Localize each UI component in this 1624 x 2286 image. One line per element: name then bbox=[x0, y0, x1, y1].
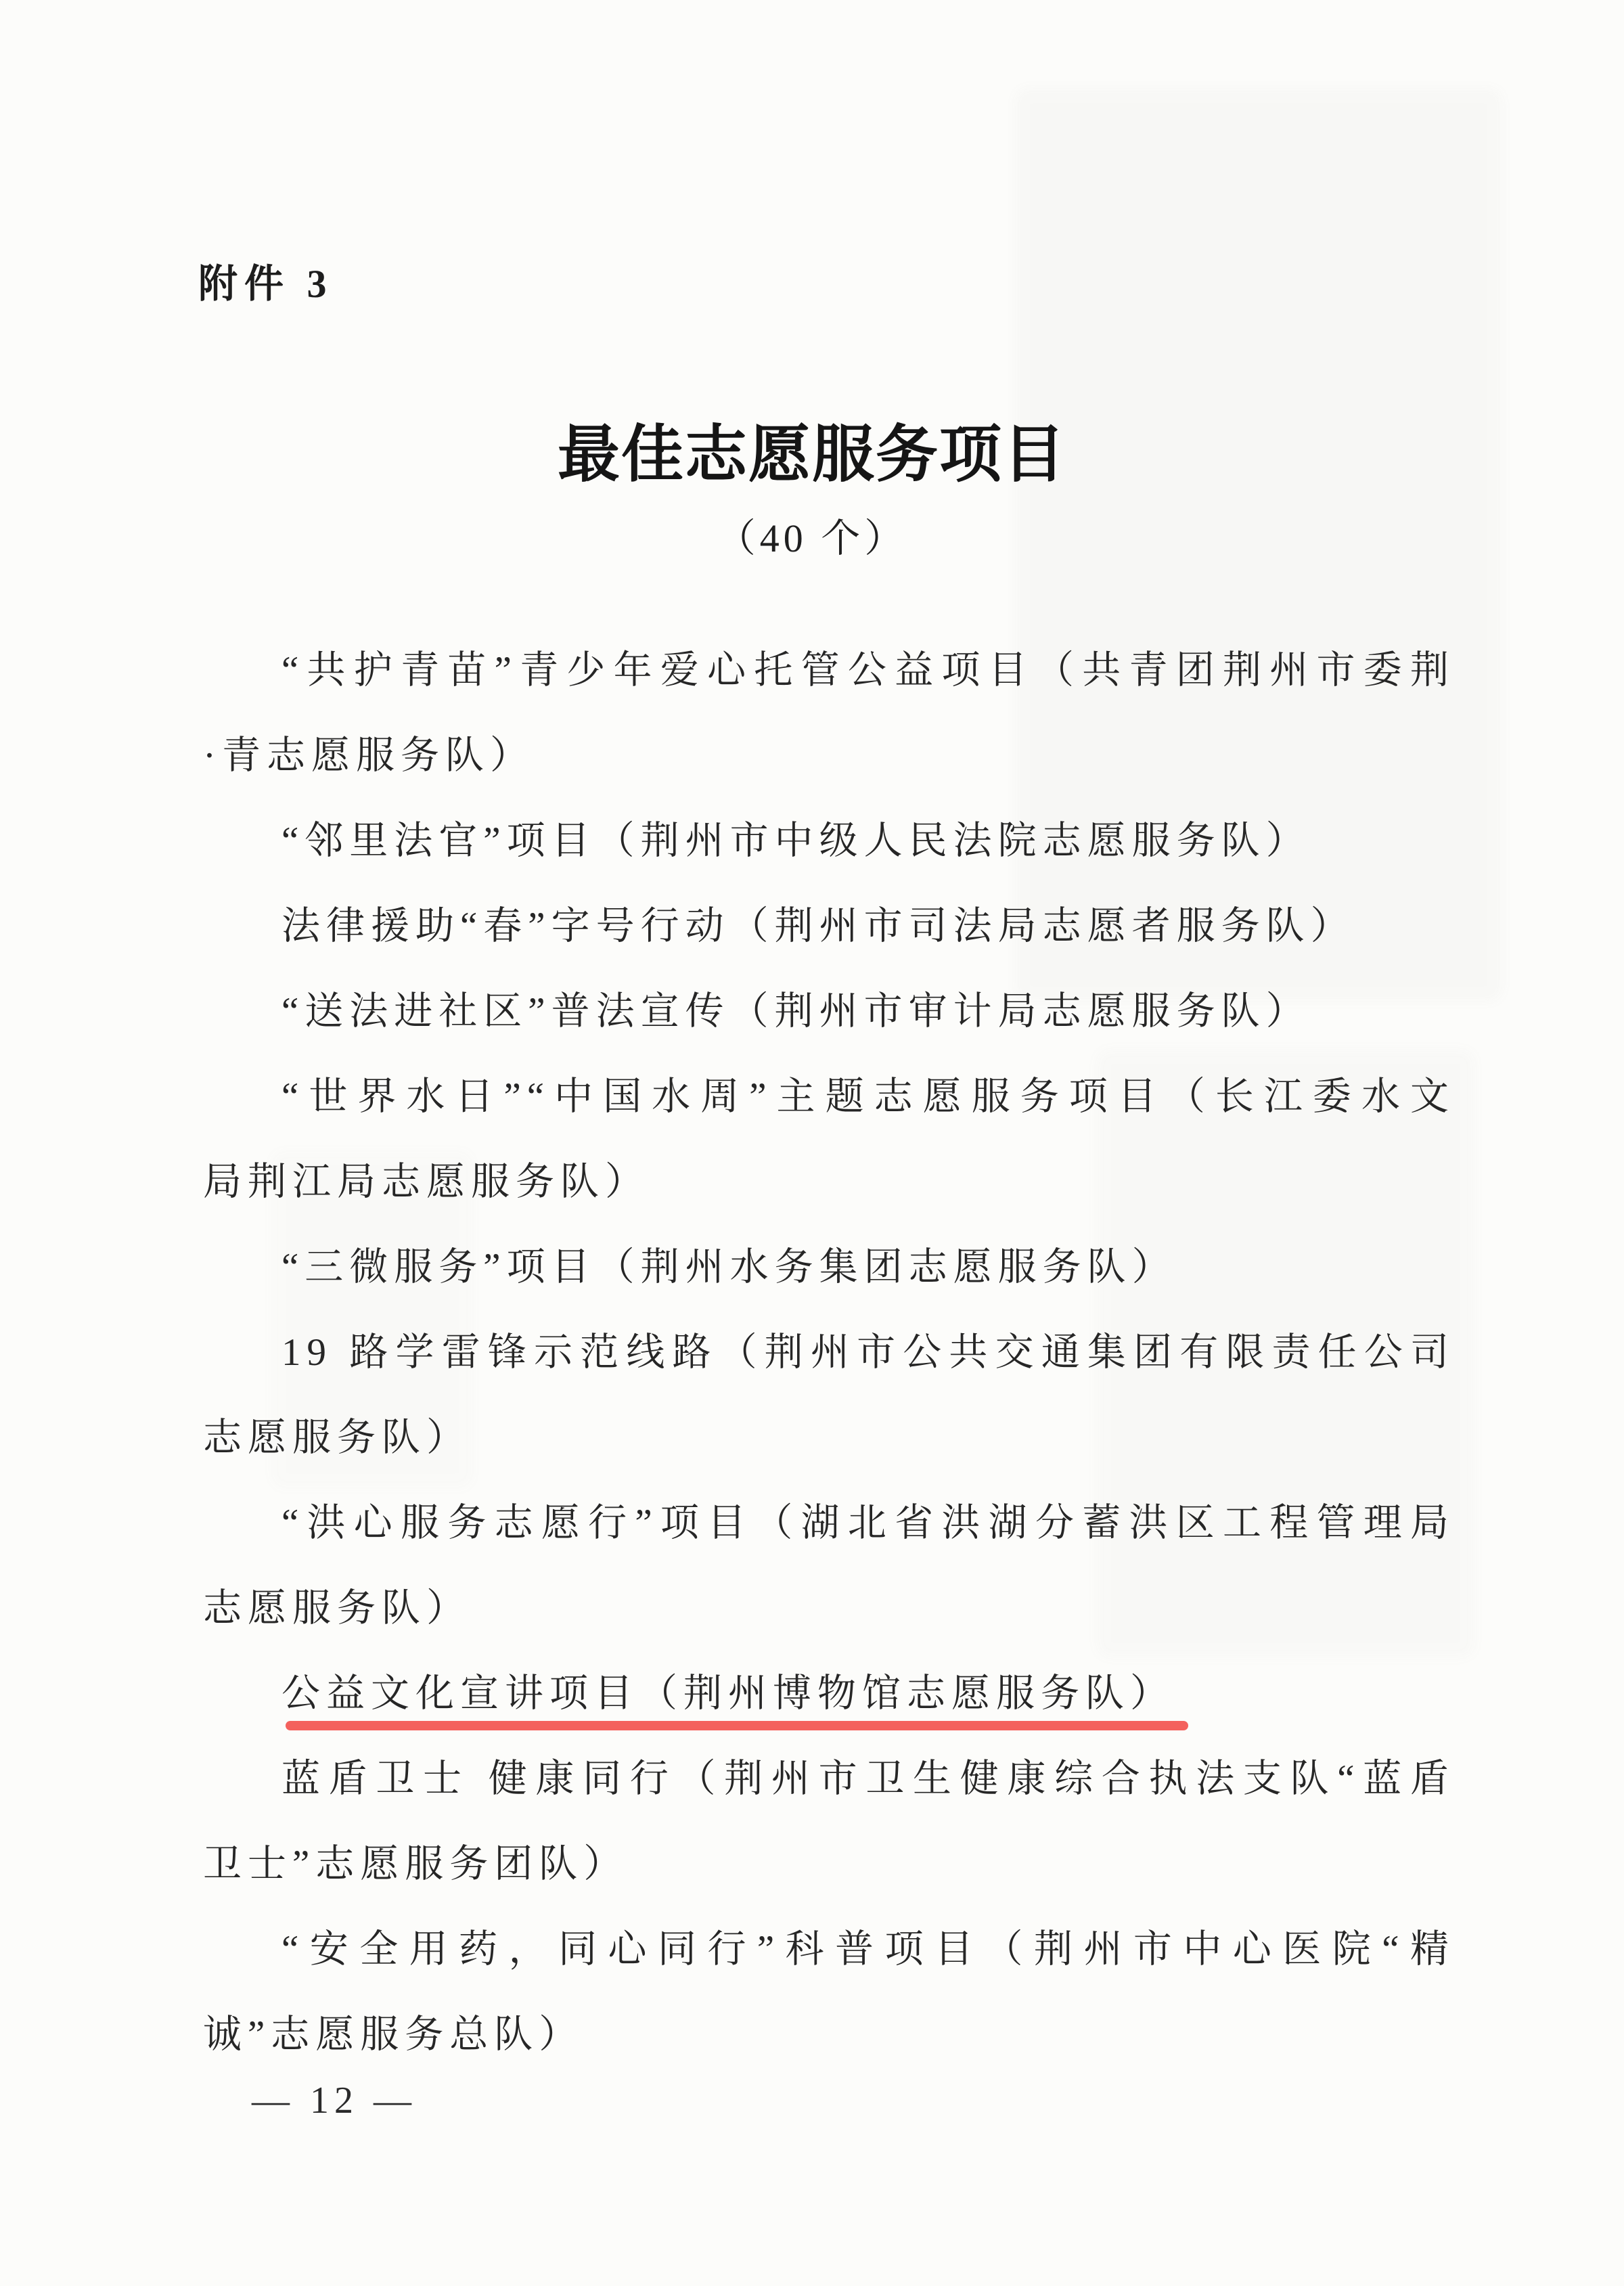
project-line-continuation: 志愿服务队） bbox=[203, 1416, 471, 1459]
project-line: “三微服务”项目（荆州水务集团志愿服务队） bbox=[281, 1246, 1177, 1288]
project-line: “安全用药，同心同行”科普项目（荆州市中心医院“精 bbox=[281, 1928, 1455, 1971]
attachment-label: 附件 3 bbox=[198, 262, 334, 306]
project-line-continuation: 局荆江局志愿服务队） bbox=[203, 1161, 650, 1203]
project-line: “送法进社区”普法宣传（荆州市审计局志愿服务队） bbox=[281, 990, 1311, 1033]
project-line: 蓝盾卫士 健康同行（荆州市卫生健康综合执法支队“蓝盾 bbox=[281, 1757, 1455, 1800]
project-line: “世界水日”“中国水周”主题志愿服务项目（长江委水文 bbox=[281, 1075, 1455, 1118]
project-line: 法律援助“春”字号行动（荆州市司法局志愿者服务队） bbox=[281, 905, 1355, 947]
document-title: 最佳志愿服务项目 bbox=[557, 420, 1066, 489]
project-line-continuation: 志愿服务队） bbox=[203, 1587, 471, 1630]
project-line: “洪心服务志愿行”项目（湖北省洪湖分蓄洪区工程管理局 bbox=[281, 1502, 1455, 1544]
project-line: “邻里法官”项目（荆州市中级人民法院志愿服务队） bbox=[281, 820, 1311, 862]
project-list bbox=[203, 628, 1455, 2078]
page-number: — 12 — bbox=[252, 2080, 417, 2122]
document-subtitle: （40 个） bbox=[716, 516, 908, 560]
project-line-continuation: 卫士”志愿服务团队） bbox=[203, 1843, 629, 1885]
red-underline-highlight bbox=[286, 1721, 1188, 1730]
project-line-continuation: ·青志愿服务队） bbox=[203, 734, 535, 777]
project-line-continuation: 诚”志愿服务总队） bbox=[203, 2013, 584, 2056]
project-line: 19 路学雷锋示范线路（荆州市公共交通集团有限责任公司 bbox=[281, 1331, 1455, 1374]
project-line: “共护青苗”青少年爱心托管公益项目（共青团荆州市委荆 bbox=[281, 649, 1455, 692]
project-line-highlighted: 公益文化宣讲项目（荆州博物馆志愿服务队） bbox=[281, 1672, 1175, 1715]
